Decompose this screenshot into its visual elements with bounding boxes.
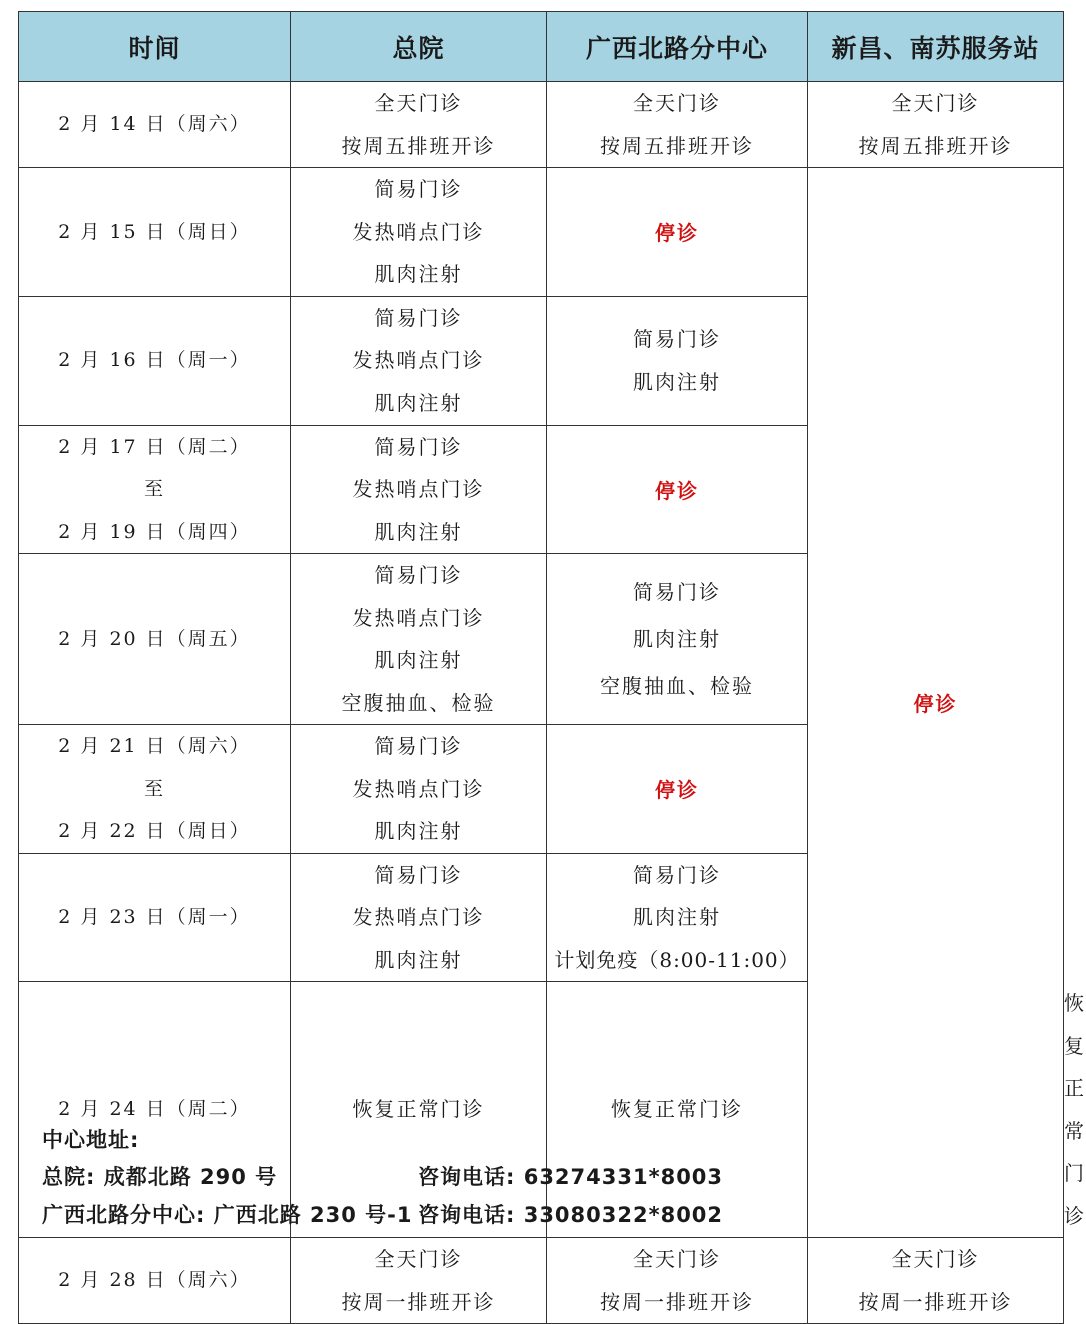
cell-line: 空腹抽血、检验 <box>600 673 754 698</box>
closed-label: 停诊 <box>655 478 699 503</box>
cell-line: 简易门诊 <box>374 434 463 459</box>
main-cell <box>291 1238 547 1324</box>
cell-line: 简易门诊 <box>374 177 463 201</box>
date-range-word: 至 <box>143 478 165 500</box>
branch-cell <box>547 554 808 725</box>
cell-line: 全天门诊 <box>633 1247 721 1271</box>
date-cell <box>19 1238 291 1324</box>
cell-line: 发热哨点门诊 <box>352 905 485 929</box>
cell-line: 肌肉注射 <box>633 905 721 929</box>
date-text: 2 月 15 日（周日） <box>58 220 251 243</box>
cell-line: 按周一排班开诊 <box>341 1289 496 1314</box>
cell-line: 肌肉注射 <box>374 390 463 415</box>
cell-line: 恢复正常门诊 <box>611 1097 743 1122</box>
date-text: 2 月 17 日（周二） <box>58 435 251 458</box>
table-row <box>19 82 1064 168</box>
cell-line: 简易门诊 <box>633 327 721 351</box>
cell-line: 肌肉注射 <box>374 262 463 286</box>
cell-line: 发热哨点门诊 <box>352 348 485 373</box>
closed-label: 停诊 <box>655 221 699 246</box>
cell-line: 全天门诊 <box>633 91 721 115</box>
date-cell <box>19 725 291 854</box>
station-closed-cell <box>808 168 1064 1238</box>
branch-cell <box>547 168 808 297</box>
date-text: 2 月 28 日（周六） <box>58 1269 251 1292</box>
date-cell <box>19 425 291 554</box>
cell-line: 空腹抽血、检验 <box>341 690 496 715</box>
cell-line: 发热哨点门诊 <box>352 605 485 630</box>
cell-line: 按周五排班开诊 <box>341 133 496 158</box>
header-time: 时间 <box>19 12 291 82</box>
date-cell <box>19 554 291 725</box>
header-main-hospital: 总院 <box>291 12 547 82</box>
address-main: 总院: 成都北路 290 号 <box>42 1165 278 1189</box>
date-text: 2 月 24 日（周二） <box>58 1098 251 1121</box>
cell-line: 全天门诊 <box>374 91 463 115</box>
branch-cell <box>547 425 808 554</box>
table-header-row <box>19 12 1064 82</box>
cell-line: 按周一排班开诊 <box>858 1289 1013 1314</box>
main-cell <box>291 168 547 297</box>
cell-line: 计划免疫（8:00-11:00） <box>554 947 800 972</box>
cell-line: 按周五排班开诊 <box>600 133 754 158</box>
phone-main: 咨询电话: 63274331*8003 <box>418 1165 724 1189</box>
address-branch: 广西北路分中心: 广西北路 230 号-1 <box>42 1203 413 1227</box>
main-cell <box>291 296 547 425</box>
date-text: 2 月 21 日（周六） <box>58 735 251 757</box>
date-text: 2 月 20 日（周五） <box>58 627 251 650</box>
date-text: 2 月 16 日（周一） <box>58 349 251 372</box>
address-line-branch <box>42 1199 723 1229</box>
cell-line: 按周一排班开诊 <box>600 1289 754 1314</box>
address-heading: 中心地址: <box>42 1128 140 1152</box>
cell-line: 发热哨点门诊 <box>352 776 485 801</box>
branch-cell <box>547 82 808 168</box>
header-service-stations: 新昌、南苏服务站 <box>808 12 1064 82</box>
date-text: 2 月 19 日（周四） <box>58 520 251 543</box>
date-cell <box>19 296 291 425</box>
table-row <box>19 168 1064 297</box>
cell-line: 按周五排班开诊 <box>858 133 1013 158</box>
cell-line: 简易门诊 <box>374 734 463 758</box>
date-cell <box>19 168 291 297</box>
branch-cell <box>547 1238 808 1324</box>
table-row: 2 月 24 日（周二） 恢复正常门诊 恢复正常门诊 恢复正常门诊 <box>19 982 1064 1238</box>
main-cell <box>291 853 547 982</box>
cell-line: 肌肉注射 <box>374 819 463 843</box>
main-cell <box>291 82 547 168</box>
branch-cell <box>547 853 808 982</box>
cell-line: 简易门诊 <box>374 305 463 330</box>
date-text: 2 月 23 日（周一） <box>58 906 251 928</box>
cell-line: 肌肉注射 <box>633 369 721 394</box>
closed-label: 停诊 <box>913 692 958 716</box>
date-text: 2 月 14 日（周六） <box>58 113 251 136</box>
main-cell <box>291 425 547 554</box>
address-line-main <box>42 1161 723 1191</box>
table-row <box>19 1238 1064 1324</box>
branch-cell <box>547 296 808 425</box>
cell-line: 肌肉注射 <box>374 947 463 972</box>
cell-line: 肌肉注射 <box>374 519 463 544</box>
cell-line: 肌肉注射 <box>374 648 463 672</box>
cell-line: 全天门诊 <box>891 91 980 115</box>
closed-label: 停诊 <box>655 778 699 803</box>
date-cell <box>19 82 291 168</box>
cell-line: 简易门诊 <box>633 862 721 887</box>
cell-line: 简易门诊 <box>633 579 721 604</box>
header-branch-center: 广西北路分中心 <box>547 12 808 82</box>
branch-cell <box>547 725 808 854</box>
date-cell <box>19 853 291 982</box>
station-cell <box>808 1238 1064 1324</box>
cell-line: 简易门诊 <box>374 862 463 887</box>
cell-line: 肌肉注射 <box>633 626 721 651</box>
date-text: 2 月 22 日（周日） <box>58 820 251 842</box>
station-cell <box>808 82 1064 168</box>
main-cell <box>291 554 547 725</box>
date-range-word: 至 <box>143 777 165 800</box>
phone-branch: 咨询电话: 33080322*8002 <box>418 1203 724 1227</box>
cell-line: 恢复正常门诊 <box>352 1097 485 1122</box>
cell-line: 全天门诊 <box>374 1247 463 1271</box>
cell-line: 简易门诊 <box>374 563 463 587</box>
schedule-table <box>18 11 1086 1324</box>
cell-line: 全天门诊 <box>891 1247 980 1271</box>
main-cell <box>291 725 547 854</box>
cell-line: 发热哨点门诊 <box>352 477 485 501</box>
cell-line: 发热哨点门诊 <box>352 219 485 244</box>
